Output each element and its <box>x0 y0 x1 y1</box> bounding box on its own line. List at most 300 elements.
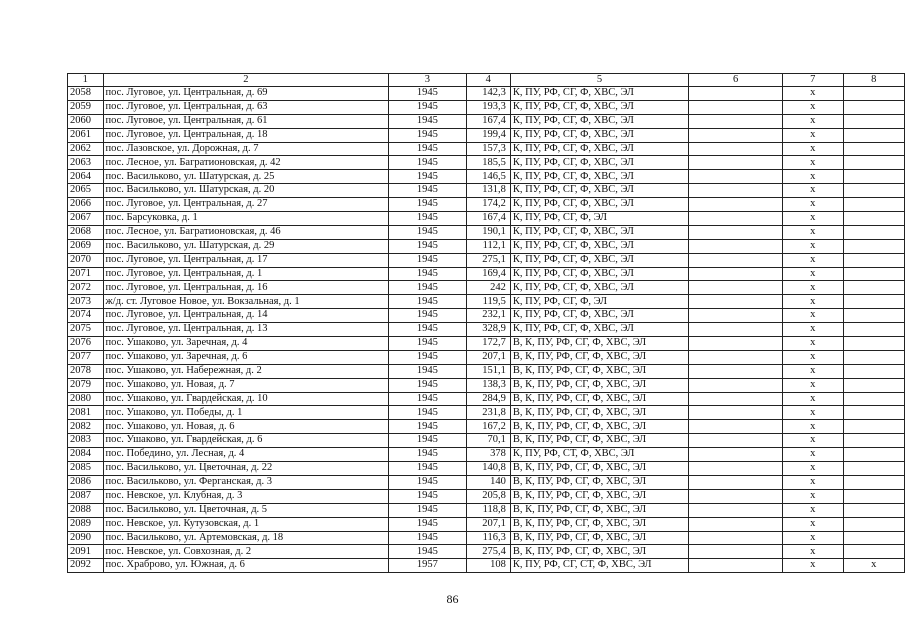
table-header-row <box>68 74 905 87</box>
table-cell: х <box>783 114 843 128</box>
table-cell <box>689 114 783 128</box>
table-cell <box>689 87 783 101</box>
table-cell: К, ПУ, РФ, СГ, Ф, ХВС, ЭЛ <box>510 100 688 114</box>
table-cell: пос. Васильково, ул. Цветочная, д. 22 <box>103 462 389 476</box>
column-header: 6 <box>689 74 783 87</box>
table-cell <box>689 517 783 531</box>
table-row <box>68 184 905 198</box>
table-cell: 2075 <box>68 323 104 337</box>
table-cell <box>689 434 783 448</box>
table-cell: 1945 <box>389 489 466 503</box>
table-cell: пос. Луговое, ул. Центральная, д. 69 <box>103 87 389 101</box>
table-cell <box>689 239 783 253</box>
table-cell <box>689 323 783 337</box>
table-cell: х <box>783 253 843 267</box>
table-cell: 167,4 <box>466 114 510 128</box>
table-cell: пос. Лесное, ул. Багратионовская, д. 42 <box>103 156 389 170</box>
table-cell: В, К, ПУ, РФ, СГ, Ф, ХВС, ЭЛ <box>510 475 688 489</box>
table-row <box>68 225 905 239</box>
table-cell: 138,3 <box>466 378 510 392</box>
table-cell: пос. Ушаково, ул. Гвардейская, д. 10 <box>103 392 389 406</box>
table-cell: пос. Невское, ул. Клубная, д. 3 <box>103 489 389 503</box>
table-cell: пос. Луговое, ул. Центральная, д. 63 <box>103 100 389 114</box>
table-cell: 1945 <box>389 462 466 476</box>
table-cell <box>689 142 783 156</box>
table-cell: К, ПУ, РФ, СГ, Ф, ХВС, ЭЛ <box>510 239 688 253</box>
table-cell: 275,4 <box>466 545 510 559</box>
column-header: 2 <box>103 74 389 87</box>
table-cell: х <box>783 239 843 253</box>
table-cell: пос. Ушаково, ул. Новая, д. 6 <box>103 420 389 434</box>
table-cell: 2073 <box>68 295 104 309</box>
table-cell: х <box>783 559 843 573</box>
table-cell: х <box>783 364 843 378</box>
table-cell: В, К, ПУ, РФ, СГ, Ф, ХВС, ЭЛ <box>510 503 688 517</box>
table-cell: пос. Лазовское, ул. Дорожная, д. 7 <box>103 142 389 156</box>
table-cell: 142,3 <box>466 87 510 101</box>
table-cell: 112,1 <box>466 239 510 253</box>
table-cell <box>843 170 905 184</box>
table-cell: х <box>783 475 843 489</box>
table-cell: 2067 <box>68 212 104 226</box>
table-cell <box>689 503 783 517</box>
table-cell <box>689 350 783 364</box>
table-cell: х <box>783 281 843 295</box>
table-cell: пос. Луговое, ул. Центральная, д. 16 <box>103 281 389 295</box>
table-cell <box>689 156 783 170</box>
table-cell: х <box>783 212 843 226</box>
table-cell: 2088 <box>68 503 104 517</box>
table-cell <box>689 364 783 378</box>
table-cell <box>689 475 783 489</box>
table-cell <box>689 184 783 198</box>
table-cell: 2080 <box>68 392 104 406</box>
table-cell: 1945 <box>389 225 466 239</box>
table-cell: К, ПУ, РФ, СГ, Ф, ХВС, ЭЛ <box>510 87 688 101</box>
table-cell <box>843 448 905 462</box>
table-cell: 174,2 <box>466 198 510 212</box>
table-row <box>68 364 905 378</box>
table-cell: х <box>783 378 843 392</box>
table-cell: 2089 <box>68 517 104 531</box>
table-cell: 2066 <box>68 198 104 212</box>
table-cell <box>843 337 905 351</box>
table-cell: К, ПУ, РФ, СТ, Ф, ХВС, ЭЛ <box>510 448 688 462</box>
table-cell: 151,1 <box>466 364 510 378</box>
table-cell: 2064 <box>68 170 104 184</box>
table-cell <box>689 545 783 559</box>
table-cell: 1945 <box>389 281 466 295</box>
table-cell: 2068 <box>68 225 104 239</box>
table-cell: 378 <box>466 448 510 462</box>
table-cell: х <box>783 337 843 351</box>
table-cell: 1945 <box>389 87 466 101</box>
table-cell: 2074 <box>68 309 104 323</box>
table-cell: 2063 <box>68 156 104 170</box>
table-cell: 2086 <box>68 475 104 489</box>
table-row <box>68 114 905 128</box>
table-cell: 2091 <box>68 545 104 559</box>
table-cell: 116,3 <box>466 531 510 545</box>
table-cell: 1945 <box>389 114 466 128</box>
column-header: 1 <box>68 74 104 87</box>
table-cell <box>689 225 783 239</box>
table-cell: х <box>783 489 843 503</box>
table-cell: К, ПУ, РФ, СГ, Ф, ХВС, ЭЛ <box>510 184 688 198</box>
table-row <box>68 420 905 434</box>
table-cell <box>843 267 905 281</box>
table-cell: х <box>783 406 843 420</box>
table-cell: В, К, ПУ, РФ, СГ, Ф, ХВС, ЭЛ <box>510 364 688 378</box>
table-cell: 1945 <box>389 128 466 142</box>
table-cell: 2078 <box>68 364 104 378</box>
table-cell: пос. Невское, ул. Совхозная, д. 2 <box>103 545 389 559</box>
table-row <box>68 170 905 184</box>
table-cell: К, ПУ, РФ, СГ, Ф, ХВС, ЭЛ <box>510 267 688 281</box>
table-row <box>68 448 905 462</box>
data-table <box>67 73 905 573</box>
table-cell <box>843 225 905 239</box>
table-cell <box>689 100 783 114</box>
table-cell: пос. Ушаково, ул. Гвардейская, д. 6 <box>103 434 389 448</box>
table-cell: 242 <box>466 281 510 295</box>
column-header: 7 <box>783 74 843 87</box>
table-cell: 169,4 <box>466 267 510 281</box>
table-cell <box>689 489 783 503</box>
table-cell: пос. Невское, ул. Кутузовская, д. 1 <box>103 517 389 531</box>
table-cell: 207,1 <box>466 517 510 531</box>
table-cell: К, ПУ, РФ, СГ, Ф, ХВС, ЭЛ <box>510 225 688 239</box>
table-cell: пос. Васильково, ул. Артемовская, д. 18 <box>103 531 389 545</box>
column-header: 3 <box>389 74 466 87</box>
table-cell: 231,8 <box>466 406 510 420</box>
table-row <box>68 295 905 309</box>
table-cell <box>689 531 783 545</box>
table-cell <box>843 212 905 226</box>
table-cell: К, ПУ, РФ, СГ, Ф, ЭЛ <box>510 212 688 226</box>
table-cell: 232,1 <box>466 309 510 323</box>
table-cell <box>843 323 905 337</box>
table-cell: 2076 <box>68 337 104 351</box>
table-cell <box>689 559 783 573</box>
table-cell: 2079 <box>68 378 104 392</box>
table-cell: пос. Луговое, ул. Центральная, д. 18 <box>103 128 389 142</box>
table-row <box>68 323 905 337</box>
table-cell: 119,5 <box>466 295 510 309</box>
table-cell <box>689 170 783 184</box>
table-row <box>68 267 905 281</box>
table-cell: 1945 <box>389 212 466 226</box>
table-cell <box>843 309 905 323</box>
table-cell: 199,4 <box>466 128 510 142</box>
table-cell <box>843 378 905 392</box>
table-row <box>68 434 905 448</box>
table-cell: пос. Барсуковка, д. 1 <box>103 212 389 226</box>
table-cell: 1945 <box>389 392 466 406</box>
table-cell: 2084 <box>68 448 104 462</box>
table-cell: х <box>783 128 843 142</box>
table-cell: 1945 <box>389 406 466 420</box>
table-cell: 2065 <box>68 184 104 198</box>
table-cell <box>843 281 905 295</box>
table-row <box>68 100 905 114</box>
table-cell <box>843 406 905 420</box>
table-cell <box>689 253 783 267</box>
table-cell: х <box>783 462 843 476</box>
table-cell <box>689 267 783 281</box>
table-cell: 1945 <box>389 142 466 156</box>
table-cell: 1945 <box>389 503 466 517</box>
table-cell: К, ПУ, РФ, СГ, Ф, ХВС, ЭЛ <box>510 128 688 142</box>
table-row <box>68 503 905 517</box>
table-cell: х <box>783 503 843 517</box>
table-cell: 1945 <box>389 545 466 559</box>
table-cell: 146,5 <box>466 170 510 184</box>
table-cell: 118,8 <box>466 503 510 517</box>
table-cell: х <box>783 100 843 114</box>
table-cell <box>689 295 783 309</box>
table-cell: В, К, ПУ, РФ, СГ, Ф, ХВС, ЭЛ <box>510 420 688 434</box>
column-header: 5 <box>510 74 688 87</box>
table-cell: 1945 <box>389 198 466 212</box>
table-cell: 2062 <box>68 142 104 156</box>
table-cell: х <box>783 434 843 448</box>
table-row <box>68 281 905 295</box>
table-cell: пос. Ушаково, ул. Победы, д. 1 <box>103 406 389 420</box>
table-cell: х <box>783 517 843 531</box>
table-cell: В, К, ПУ, РФ, СГ, Ф, ХВС, ЭЛ <box>510 545 688 559</box>
table-row <box>68 309 905 323</box>
table-cell: х <box>783 142 843 156</box>
table-cell <box>689 462 783 476</box>
table-cell: 2077 <box>68 350 104 364</box>
table-cell: В, К, ПУ, РФ, СГ, Ф, ХВС, ЭЛ <box>510 531 688 545</box>
table-cell: 2072 <box>68 281 104 295</box>
table-cell: пос. Ушаково, ул. Заречная, д. 4 <box>103 337 389 351</box>
table-cell: В, К, ПУ, РФ, СГ, Ф, ХВС, ЭЛ <box>510 350 688 364</box>
table-cell: 284,9 <box>466 392 510 406</box>
table-cell <box>843 420 905 434</box>
table-cell <box>689 406 783 420</box>
table-cell: 2092 <box>68 559 104 573</box>
table-cell: пос. Васильково, ул. Шатурская, д. 29 <box>103 239 389 253</box>
table-cell: 2059 <box>68 100 104 114</box>
table-cell: В, К, ПУ, РФ, СГ, Ф, ХВС, ЭЛ <box>510 489 688 503</box>
table-cell: 1945 <box>389 364 466 378</box>
table-cell: К, ПУ, РФ, СГ, Ф, ХВС, ЭЛ <box>510 114 688 128</box>
column-header: 4 <box>466 74 510 87</box>
table-row <box>68 545 905 559</box>
table-row <box>68 350 905 364</box>
table-cell: К, ПУ, РФ, СГ, СТ, Ф, ХВС, ЭЛ <box>510 559 688 573</box>
table-cell: 1945 <box>389 420 466 434</box>
table-cell: В, К, ПУ, РФ, СГ, Ф, ХВС, ЭЛ <box>510 337 688 351</box>
table-cell: 1945 <box>389 378 466 392</box>
table-cell <box>843 156 905 170</box>
table-cell: 172,7 <box>466 337 510 351</box>
table-row <box>68 559 905 573</box>
table-cell: 167,4 <box>466 212 510 226</box>
table-cell: В, К, ПУ, РФ, СГ, Ф, ХВС, ЭЛ <box>510 517 688 531</box>
table-cell: х <box>783 295 843 309</box>
table-row <box>68 239 905 253</box>
table-cell <box>843 184 905 198</box>
table-cell: пос. Луговое, ул. Центральная, д. 13 <box>103 323 389 337</box>
table-cell: 2071 <box>68 267 104 281</box>
table-cell: х <box>783 225 843 239</box>
table-cell: х <box>783 323 843 337</box>
table-cell <box>843 87 905 101</box>
table-cell: 1945 <box>389 531 466 545</box>
table-row <box>68 253 905 267</box>
table-cell <box>689 337 783 351</box>
table-cell: 2085 <box>68 462 104 476</box>
table-cell: К, ПУ, РФ, СГ, Ф, ХВС, ЭЛ <box>510 323 688 337</box>
table-row <box>68 198 905 212</box>
table-row <box>68 142 905 156</box>
table-cell: К, ПУ, РФ, СГ, Ф, ХВС, ЭЛ <box>510 156 688 170</box>
table-cell: В, К, ПУ, РФ, СГ, Ф, ХВС, ЭЛ <box>510 406 688 420</box>
table-cell: В, К, ПУ, РФ, СГ, Ф, ХВС, ЭЛ <box>510 462 688 476</box>
table-row <box>68 156 905 170</box>
table-row <box>68 392 905 406</box>
table-cell: пос. Ушаково, ул. Набережная, д. 2 <box>103 364 389 378</box>
table-cell <box>843 128 905 142</box>
table-cell: пос. Луговое, ул. Центральная, д. 61 <box>103 114 389 128</box>
page-number: 86 <box>446 592 459 606</box>
table-cell <box>843 239 905 253</box>
table-row <box>68 475 905 489</box>
table-cell: 1945 <box>389 448 466 462</box>
table-cell: 2061 <box>68 128 104 142</box>
table-row <box>68 128 905 142</box>
table-cell <box>843 295 905 309</box>
table-cell <box>843 489 905 503</box>
table-cell: 2058 <box>68 87 104 101</box>
table-cell: 131,8 <box>466 184 510 198</box>
table-cell: пос. Луговое, ул. Центральная, д. 14 <box>103 309 389 323</box>
table-cell: 1945 <box>389 156 466 170</box>
table-cell: К, ПУ, РФ, СГ, Ф, ХВС, ЭЛ <box>510 170 688 184</box>
table-cell <box>843 198 905 212</box>
table-cell: В, К, ПУ, РФ, СГ, Ф, ХВС, ЭЛ <box>510 434 688 448</box>
table-cell: 193,3 <box>466 100 510 114</box>
table-cell: 2087 <box>68 489 104 503</box>
table-cell <box>843 142 905 156</box>
table-cell: 328,9 <box>466 323 510 337</box>
table-cell: 1945 <box>389 350 466 364</box>
table-cell: пос. Лесное, ул. Багратионовская, д. 46 <box>103 225 389 239</box>
table-cell: К, ПУ, РФ, СГ, Ф, ХВС, ЭЛ <box>510 281 688 295</box>
table-cell: 140 <box>466 475 510 489</box>
table-cell: х <box>783 267 843 281</box>
table-cell: х <box>783 156 843 170</box>
table-cell <box>843 503 905 517</box>
table-cell: К, ПУ, РФ, СГ, Ф, ЭЛ <box>510 295 688 309</box>
table-cell <box>689 198 783 212</box>
table-cell: 157,3 <box>466 142 510 156</box>
table-cell: К, ПУ, РФ, СГ, Ф, ХВС, ЭЛ <box>510 142 688 156</box>
table-cell: пос. Луговое, ул. Центральная, д. 1 <box>103 267 389 281</box>
table-row <box>68 337 905 351</box>
table-row <box>68 462 905 476</box>
table-cell: 2090 <box>68 531 104 545</box>
table-cell: 1945 <box>389 267 466 281</box>
table-cell: х <box>783 198 843 212</box>
table-cell <box>843 350 905 364</box>
table-cell <box>843 392 905 406</box>
table-cell: 1945 <box>389 323 466 337</box>
table-cell: ж/д. ст. Луговое Новое, ул. Вокзальная, д. 1 <box>103 295 389 309</box>
table-cell: пос. Победино, ул. Лесная, д. 4 <box>103 448 389 462</box>
table-body <box>68 74 905 573</box>
table-cell: пос. Васильково, ул. Цветочная, д. 5 <box>103 503 389 517</box>
table-row <box>68 87 905 101</box>
table-cell <box>689 281 783 295</box>
table-cell <box>843 531 905 545</box>
table-cell: 2070 <box>68 253 104 267</box>
table-cell: 108 <box>466 559 510 573</box>
table-cell: х <box>843 559 905 573</box>
table-cell: пос. Храброво, ул. Южная, д. 6 <box>103 559 389 573</box>
table-cell: х <box>783 87 843 101</box>
table-cell: 275,1 <box>466 253 510 267</box>
table-row <box>68 517 905 531</box>
table-row <box>68 212 905 226</box>
table-cell <box>843 114 905 128</box>
table-cell: 1945 <box>389 295 466 309</box>
table-cell <box>843 475 905 489</box>
table-cell: 205,8 <box>466 489 510 503</box>
table-cell: х <box>783 392 843 406</box>
table-row <box>68 489 905 503</box>
table-cell <box>843 434 905 448</box>
table-cell: пос. Ушаково, ул. Заречная, д. 6 <box>103 350 389 364</box>
column-header: 8 <box>843 74 905 87</box>
table-cell: В, К, ПУ, РФ, СГ, Ф, ХВС, ЭЛ <box>510 392 688 406</box>
table-row <box>68 406 905 420</box>
table-cell: х <box>783 350 843 364</box>
table-cell: К, ПУ, РФ, СГ, Ф, ХВС, ЭЛ <box>510 309 688 323</box>
table-cell: х <box>783 545 843 559</box>
table-cell: 70,1 <box>466 434 510 448</box>
table-cell: 190,1 <box>466 225 510 239</box>
table-cell <box>689 448 783 462</box>
table-cell: 2082 <box>68 420 104 434</box>
table-cell <box>843 462 905 476</box>
table-cell: х <box>783 309 843 323</box>
table-cell: 2083 <box>68 434 104 448</box>
table-cell <box>689 212 783 226</box>
table-cell <box>689 420 783 434</box>
table-cell: В, К, ПУ, РФ, СГ, Ф, ХВС, ЭЛ <box>510 378 688 392</box>
table-cell: 1945 <box>389 253 466 267</box>
table-cell: 2069 <box>68 239 104 253</box>
table-row <box>68 531 905 545</box>
table-cell: х <box>783 420 843 434</box>
table-cell: 185,5 <box>466 156 510 170</box>
table-cell: х <box>783 448 843 462</box>
table-cell <box>689 309 783 323</box>
table-cell <box>689 378 783 392</box>
table-cell: пос. Ушаково, ул. Новая, д. 7 <box>103 378 389 392</box>
table-cell: К, ПУ, РФ, СГ, Ф, ХВС, ЭЛ <box>510 253 688 267</box>
table-cell: 1945 <box>389 475 466 489</box>
table-cell: пос. Луговое, ул. Центральная, д. 27 <box>103 198 389 212</box>
table-cell <box>843 253 905 267</box>
table-cell <box>843 517 905 531</box>
table-cell: х <box>783 184 843 198</box>
